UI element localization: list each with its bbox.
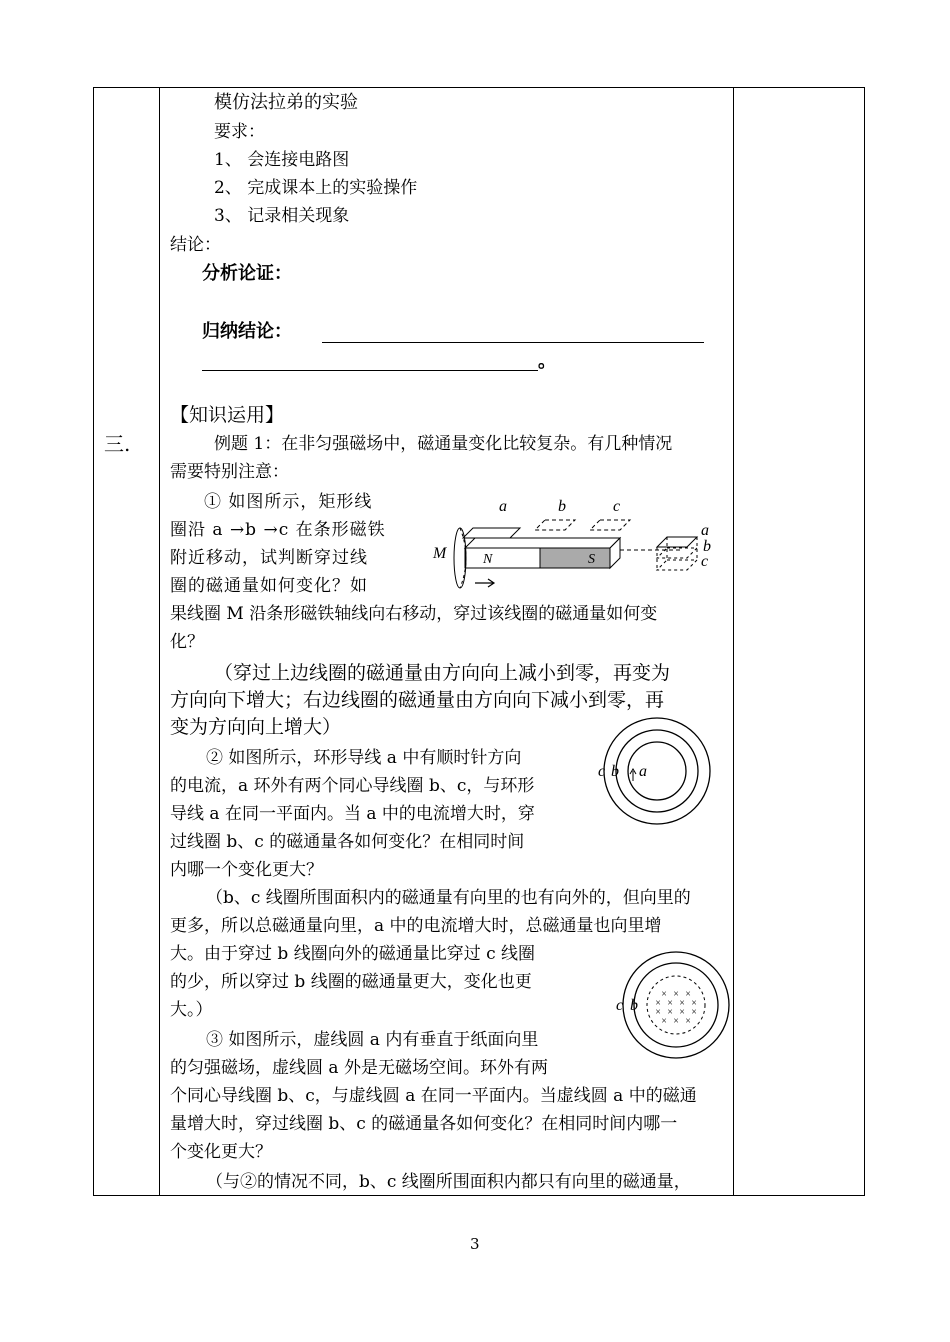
table-left-border: [93, 87, 94, 1196]
q2-answer: 的少，所以穿过 b 线圈的磁通量更大，变化也更: [170, 972, 532, 992]
field-mark: ×: [684, 1016, 692, 1027]
answer-blank-line: [202, 370, 538, 371]
example-intro: 需要特别注意：: [170, 462, 289, 482]
field-mark: ×: [660, 989, 668, 1000]
fig1-right-label-a: a: [701, 522, 709, 539]
ring-a: [628, 742, 686, 800]
summary-label: 归纳结论：: [202, 321, 292, 342]
magnetic-field-rings-figure: [616, 950, 750, 1060]
field-mark: ×: [654, 1007, 662, 1018]
field-mark: ×: [690, 998, 698, 1009]
field-mark: ×: [684, 989, 692, 1000]
q2-answer: 更多，所以总磁通量向里，a 中的电流增大时，总磁通量也向里增: [170, 916, 662, 936]
right-coil-a: [657, 537, 697, 547]
magnet-south-half: [540, 548, 610, 568]
q2-answer: 大。由于穿过 b 线圈向外的磁通量比穿过 c 线圈: [170, 944, 536, 964]
q3-text: 量增大时，穿过线圈 b、c 的磁通量各如何变化？在相同时间内哪一: [170, 1114, 678, 1134]
field-mark: ×: [666, 1007, 674, 1018]
experiment-title: 模仿法拉弟的实验: [214, 92, 358, 113]
field-mark: ×: [672, 1016, 680, 1027]
fig1-label-a: a: [499, 498, 507, 515]
q2-answer: （b、c 线圈所围面积内的磁通量有向里的也有向外的，但向里的: [206, 888, 691, 908]
q1-text: 化？: [170, 632, 204, 652]
field-mark: ×: [660, 1016, 668, 1027]
q1-answer: 方向向下增大；右边线圈的磁通量由方向向下减小到零，再: [170, 689, 665, 711]
q3-answer: （与②的情况不同，b、c 线圈所围面积内都只有向里的磁通量，: [206, 1172, 691, 1192]
q3-text: ③ 如图所示，虚线圆 a 内有垂直于纸面向里: [206, 1030, 539, 1050]
q2-answer: 大。）: [170, 1000, 213, 1020]
q1-answer: （穿过上边线圈的磁通量由方向向上减小到零，再变为: [214, 662, 671, 684]
magnet-north-half: [465, 548, 540, 568]
coil-c: [590, 520, 630, 530]
q1-text: 圈的磁通量如何变化？如: [170, 576, 368, 596]
table-right-border: [864, 87, 865, 1196]
q1-text: ① 如图所示，矩形线: [204, 492, 373, 512]
ring-c: [604, 718, 710, 824]
q2-text: 内哪一个变化更大？: [170, 860, 323, 880]
field-mark: ×: [672, 989, 680, 1000]
field-mark: ×: [678, 1007, 686, 1018]
table-top-border: [93, 87, 865, 88]
q2-text: 导线 a 在同一平面内。当 a 中的电流增大时，穿: [170, 804, 535, 824]
knowledge-header: 【知识运用】: [170, 404, 285, 426]
magnet-top-face: [465, 538, 620, 548]
fig3-label-b: b: [630, 997, 638, 1014]
fig1-right-label-c: c: [701, 553, 709, 570]
bar-magnet-figure: [425, 495, 725, 595]
q2-text: ② 如图所示，环形导线 a 中有顺时针方向: [206, 748, 522, 768]
fig1-label-S: S: [588, 552, 595, 567]
coil-a: [463, 528, 520, 538]
q2-text: 过线圈 b、c 的磁通量各如何变化？在相同时间: [170, 832, 525, 852]
field-mark: ×: [678, 998, 686, 1009]
example-intro: 例题 1：在非匀强磁场中，磁通量变化比较复杂。有几种情况: [214, 434, 673, 454]
q3-text: 个变化更大？: [170, 1142, 272, 1162]
fig1-label-c: c: [613, 498, 621, 515]
page-number: 3: [470, 1235, 480, 1253]
table-bottom-border: [93, 1195, 865, 1196]
coil-m-front: [454, 528, 466, 588]
requirements-label: 要求：: [214, 122, 265, 142]
fig1-label-b: b: [558, 498, 566, 515]
fig2-label-b: b: [611, 763, 619, 780]
fig1-label-M: M: [433, 545, 447, 562]
column-divider-1: [159, 87, 160, 1196]
section-number: 三.: [104, 432, 131, 456]
q1-text: 圈沿 a →b →c 在条形磁铁: [170, 520, 386, 540]
end-mark: 。: [538, 351, 556, 372]
field-mark: ×: [654, 998, 662, 1009]
q1-text: 果线圈 M 沿条形磁铁轴线向右移动，穿过该线圈的磁通量如何变: [170, 604, 658, 624]
field-mark: ×: [690, 1007, 698, 1018]
fig1-label-N: N: [483, 552, 493, 567]
coil-b: [535, 520, 575, 530]
field-mark: ×: [666, 998, 674, 1009]
q3-text: 的匀强磁场，虚线圆 a 外是无磁场空间。环外有两: [170, 1058, 548, 1078]
field-marks: [655, 989, 698, 1027]
fig1-right-label-b: b: [703, 538, 711, 555]
answer-blank-line: [322, 342, 704, 343]
concentric-rings-figure: [600, 716, 730, 826]
q2-text: 的电流，a 环外有两个同心导线圈 b、c，与环形: [170, 776, 535, 796]
requirement-item: 3、 记录相关现象: [214, 206, 350, 226]
conclusion-label: 结论：: [170, 235, 221, 255]
fig2-label-c: c: [598, 763, 606, 780]
analysis-label: 分析论证：: [202, 263, 292, 284]
right-coil-c: [657, 560, 697, 570]
q3-text: 个同心导线圈 b、c，与虚线圆 a 在同一平面内。当虚线圆 a 中的磁通: [170, 1086, 697, 1106]
q1-text: 附近移动，试判断穿过线: [170, 548, 368, 568]
ring-c: [623, 952, 729, 1058]
direction-arrow: [475, 579, 494, 587]
fig3-label-c: c: [616, 997, 624, 1014]
q1-answer: 变为方向向上增大）: [170, 716, 342, 738]
requirement-item: 2、 完成课本上的实验操作: [214, 178, 418, 198]
requirement-item: 1、 会连接电路图: [214, 150, 350, 170]
fig2-label-a: a: [639, 763, 647, 780]
